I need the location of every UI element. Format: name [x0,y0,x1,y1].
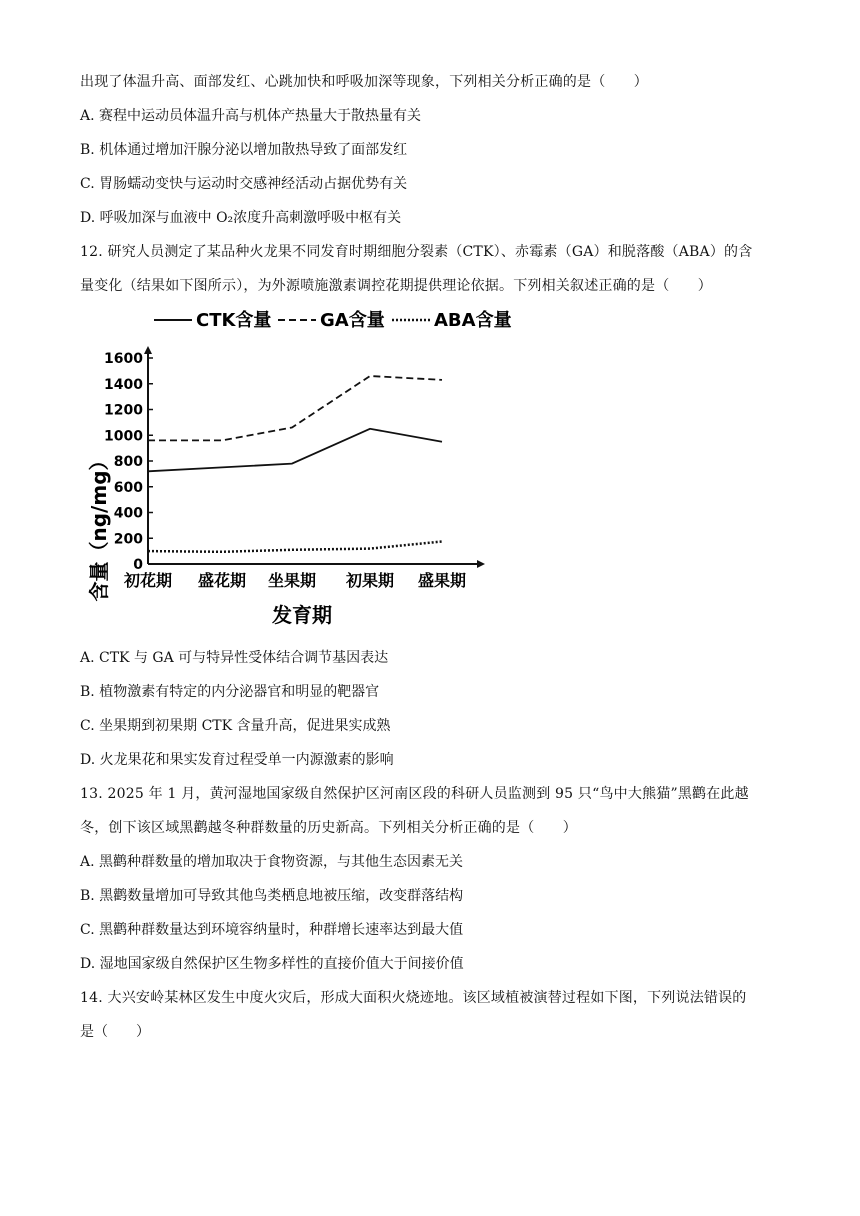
y-tick-label: 1600 [104,351,143,367]
q13-option-a: A. 黑鹳种群数量的增加取决于食物资源，与其他生态因素无关 [80,854,464,870]
y-tick-label: 200 [113,531,143,548]
y-tick-labels [104,351,153,573]
y-axis-arrow [144,346,152,354]
y-tick-label: 1400 [104,376,143,393]
y-tick-label: 1000 [104,428,143,445]
q11-option-c: C. 胃肠蠕动变快与运动时交感神经活动占据优势有关 [80,176,408,192]
x-tick-label: 盛花期 [197,571,247,590]
q14-stem-line2: 是（ ） [80,1024,150,1040]
series-line-GA含量 [148,376,442,440]
q13-option-c: C. 黑鹳种群数量达到环境容纳量时，种群增长速率达到最大值 [80,922,464,938]
q12-option-c: C. 坐果期到初果期 CTK 含量升高，促进果实成熟 [80,718,391,734]
chart-series [148,376,442,552]
series-line-CTK含量 [148,429,442,472]
x-axis-arrow [477,560,485,568]
x-tick-label: 坐果期 [267,571,317,590]
y-tick-label: 800 [113,454,143,470]
q12-option-b: B. 植物激素有特定的内分泌器官和明显的靶器官 [80,684,380,700]
q11-option-d: D. 呼吸加深与血液中 O₂浓度升高刺激呼吸中枢有关 [80,210,402,226]
q11-option-a: A. 赛程中运动员体温升高与机体产热量大于散热量有关 [80,108,422,124]
q11-option-b: B. 机体通过增加汗腺分泌以增加散热导致了面部发红 [80,142,408,158]
y-tick-label: 1200 [104,402,143,419]
x-tick-labels [123,571,466,590]
q13-option-d: D. 湿地国家级自然保护区生物多样性的直接价值大于间接价值 [80,956,464,972]
q12-option-d: D. 火龙果花和果实发育过程受单一内源激素的影响 [80,752,394,768]
y-axis-label: 含量（ng/mg） [87,450,111,602]
q13-stem-line2: 冬，创下该区域黑鹳越冬种群数量的历史新高。下列相关分析正确的是（ ） [80,820,577,836]
series-line-ABA含量 [148,542,442,552]
hormone-line-chart [80,306,520,636]
q12-stem-line1: 12. 研究人员测定了某品种火龙果不同发育时期细胞分裂素（CTK）、赤霉素（GA）和脱落酸（ABA）的含 [80,244,753,260]
chart-legend [154,309,512,331]
legend-label-GA含量: GA含量 [320,310,385,331]
q13-option-b: B. 黑鹳数量增加可导致其他鸟类栖息地被压缩，改变群落结构 [80,888,464,904]
x-tick-label: 初花期 [123,571,173,590]
q11-stem-continued: 出现了体温升高、面部发红、心跳加快和呼吸加深等现象，下列相关分析正确的是（ ） [80,74,648,90]
x-tick-label: 盛果期 [417,571,467,590]
y-tick-label: 600 [113,479,143,496]
y-tick-label: 0 [133,557,143,573]
q12-stem-line2: 量变化（结果如下图所示），为外源喷施激素调控花期提供理论依据。下列相关叙述正确的是（ ） [80,278,712,294]
legend-label-CTK含量: CTK含量 [196,310,272,331]
legend-label-ABA含量: ABA含量 [434,310,512,331]
q13-stem-line1: 13. 2025 年 1 月，黄河湿地国家级自然保护区河南区段的科研人员监测到 95 只“鸟中大熊猫”黑鹳在此越 [80,786,749,802]
x-tick-label: 初果期 [345,571,395,590]
x-axis-label: 发育期 [272,603,332,627]
y-tick-label: 400 [113,505,143,522]
q12-option-a: A. CTK 与 GA 可与特异性受体结合调节基因表达 [80,650,389,666]
q14-stem-line1: 14. 大兴安岭某林区发生中度火灾后，形成大面积火烧迹地。该区域植被演替过程如下图，下列说法错误的 [80,990,747,1006]
chart-svg [80,306,520,636]
